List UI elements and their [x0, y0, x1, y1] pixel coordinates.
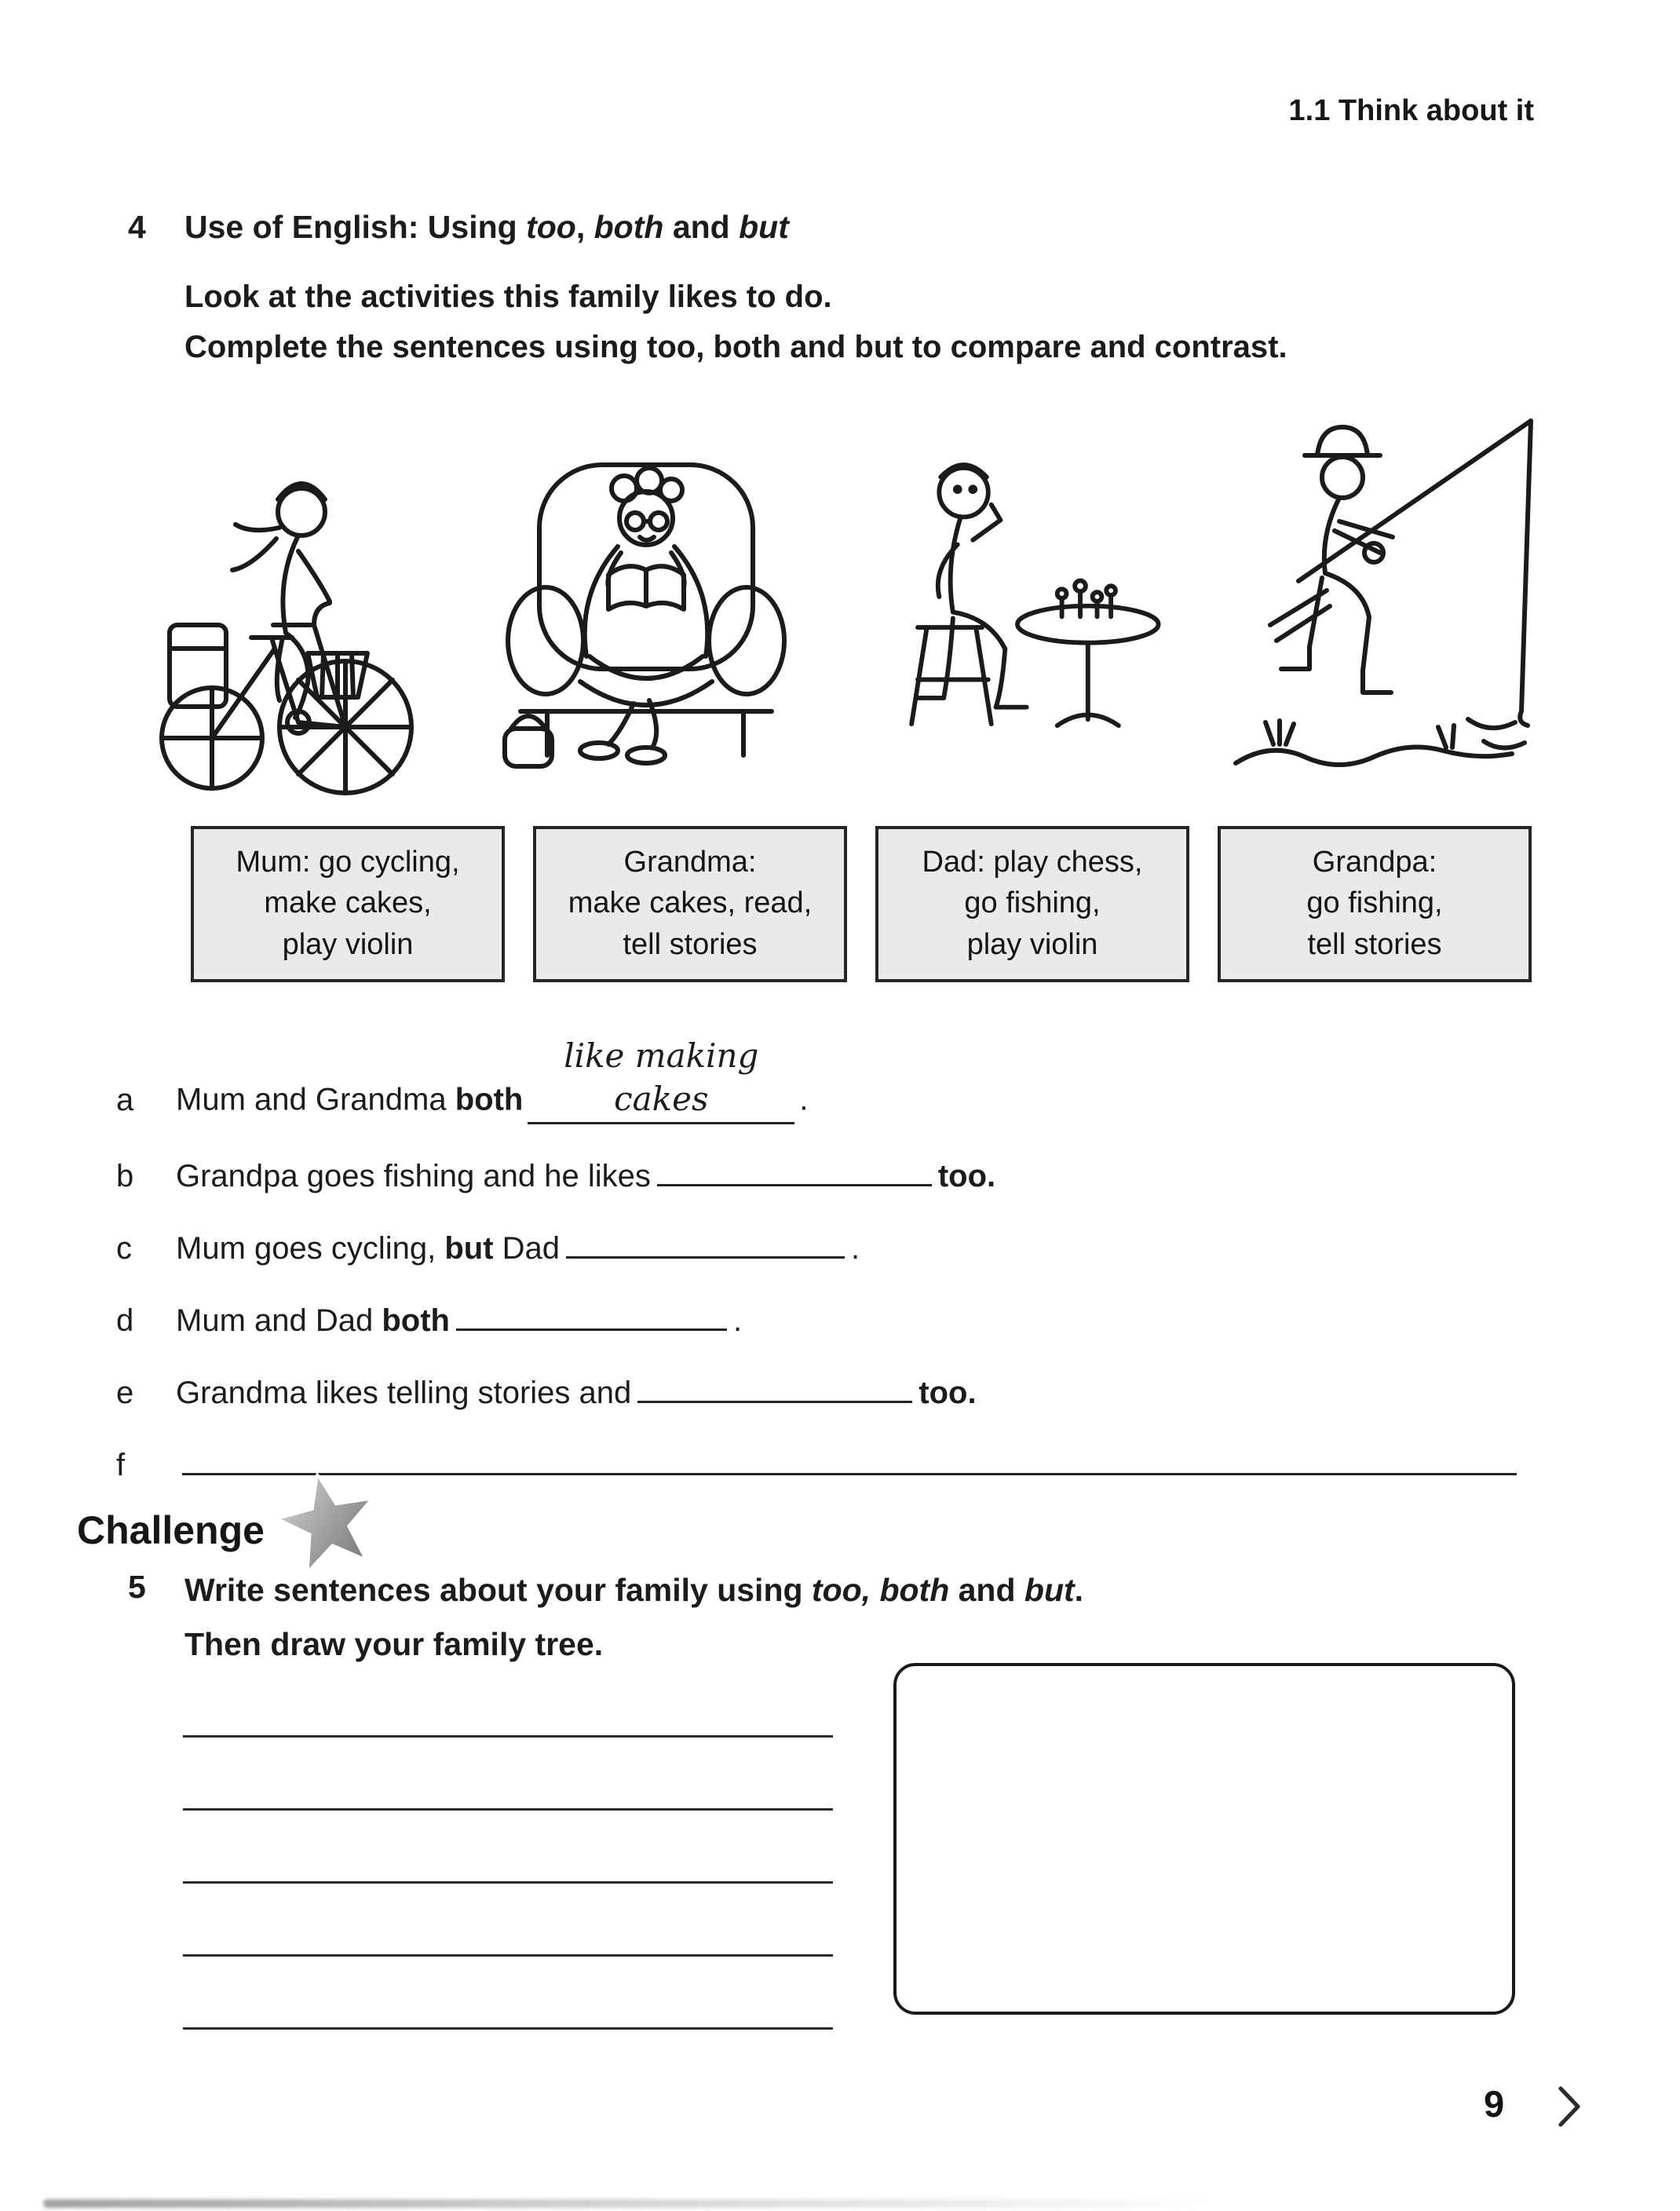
writing-line: [183, 1954, 833, 1957]
text-segment: Write sentences about your family using: [184, 1572, 812, 1608]
card-line: tell stories: [623, 927, 758, 961]
card-line: play violin: [282, 927, 414, 961]
scan-artifact: [43, 2199, 1221, 2208]
card-line: go fishing,: [1306, 886, 1443, 920]
challenge-heading: Challenge: [77, 1508, 265, 1552]
activity-card-grandpa: [1218, 826, 1532, 982]
activity-cards: [191, 826, 1532, 982]
text-segment: but: [444, 1231, 494, 1266]
writing-lines: [183, 1735, 833, 2100]
text-segment: Complete the sentences using: [184, 330, 648, 364]
text-segment: too.: [937, 1159, 996, 1194]
text-segment: but: [739, 209, 789, 245]
activity-card-grandma: [533, 826, 847, 982]
item-sentence: [176, 1156, 1561, 1197]
text-segment: too.: [919, 1376, 977, 1411]
text-segment: .: [799, 1082, 809, 1117]
exercise5-instructions: [184, 1569, 1083, 1678]
text-segment: both: [382, 1303, 450, 1339]
text-segment: Use of English: Using: [184, 209, 527, 245]
page-number: 9: [1484, 2083, 1505, 2125]
item-letter: f: [116, 1448, 126, 1483]
item-c: [116, 1228, 1561, 1269]
exercise5-heading: [128, 1569, 1083, 1678]
card-line: go fishing,: [964, 886, 1101, 920]
item-sentence: [176, 1300, 1561, 1341]
exercise5-number: 5: [128, 1569, 146, 1605]
blank-answer-line: [566, 1229, 845, 1259]
item-sentence: [176, 1372, 1561, 1413]
family-tree-drawing-box: [893, 1663, 1515, 2015]
text-segment: too, both: [811, 1572, 950, 1608]
family-illustrations: [157, 375, 1554, 806]
writing-line: [183, 1808, 833, 1811]
grandpa-fishing-illustration: [1217, 389, 1554, 806]
text-segment: both: [593, 209, 664, 245]
exercise4-title: [184, 209, 789, 246]
card-line: Grandpa:: [1312, 846, 1437, 879]
text-segment: too: [526, 209, 576, 245]
blank-answer-line: [637, 1373, 912, 1403]
text-segment: both: [455, 1082, 524, 1117]
text-segment: and: [663, 209, 740, 245]
item-letter: d: [116, 1303, 134, 1339]
grandma-reading-illustration: [477, 389, 814, 806]
card-line: Dad: play chess,: [922, 846, 1143, 879]
exercise4-number: 4: [128, 209, 146, 245]
item-d: [116, 1300, 1561, 1341]
blank-answer-line: [657, 1157, 932, 1186]
card-line: make cakes,: [264, 886, 432, 920]
text-segment: and: [949, 1572, 1024, 1608]
text-segment: ,: [575, 209, 594, 245]
text-segment: to compare and contrast.: [903, 330, 1287, 364]
text-segment: .: [1074, 1572, 1084, 1608]
exercise5-instruction-1: [184, 1569, 1083, 1612]
card-line: play violin: [966, 927, 1098, 961]
item-sentence: [176, 1035, 1561, 1124]
text-segment: .: [851, 1231, 860, 1266]
activity-card-dad: [875, 826, 1189, 982]
item-letter: b: [116, 1159, 134, 1194]
exercise4-instruction-2: [184, 330, 1287, 365]
exercise4-heading: [128, 209, 789, 246]
item-sentence: [176, 1445, 1561, 1486]
unit-header: 1.1 Think about it: [1288, 94, 1534, 127]
writing-line: [183, 2027, 833, 2030]
exercise5-instruction-2: Then draw your family tree.: [184, 1626, 604, 1663]
text-segment: and: [781, 330, 855, 364]
text-segment: Mum and Dad: [176, 1303, 382, 1339]
text-segment: Mum goes cycling,: [176, 1231, 445, 1266]
text-segment: too, both: [647, 330, 782, 364]
text-segment: .: [732, 1303, 743, 1339]
handwritten-answer: like making cakes: [528, 1035, 794, 1124]
item-e: [116, 1372, 1561, 1413]
dad-chess-illustration: [850, 389, 1180, 806]
item-b: [116, 1156, 1561, 1197]
text-segment: Dad: [493, 1231, 561, 1266]
text-segment: but: [854, 330, 904, 364]
text-segment: Mum and Grandma: [176, 1082, 455, 1117]
item-sentence: [176, 1228, 1561, 1269]
text-segment: but: [1024, 1572, 1075, 1608]
writing-line: [183, 1881, 833, 1884]
item-letter: e: [116, 1376, 134, 1411]
card-line: make cakes, read,: [568, 886, 813, 920]
card-line: Mum: go cycling,: [236, 846, 460, 879]
blank-answer-line: [182, 1445, 1517, 1475]
text-segment: Grandma likes telling stories and: [176, 1376, 632, 1411]
writing-line: [183, 1735, 833, 1738]
card-line: Grandma:: [623, 846, 757, 879]
text-segment: Grandpa goes fishing and he likes: [176, 1159, 651, 1194]
exercise4-items: [116, 1035, 1561, 1517]
activity-card-mum: [191, 826, 505, 982]
blank-answer-line: [456, 1301, 727, 1331]
page-forward-chevron-icon: [1548, 2082, 1591, 2135]
mum-cycling-illustration: [157, 389, 440, 806]
exercise4-instruction-1: Look at the activities this family likes to do.: [184, 280, 832, 314]
card-line: tell stories: [1307, 927, 1442, 961]
item-letter: c: [116, 1231, 132, 1266]
item-letter: a: [116, 1082, 134, 1117]
item-a: [116, 1035, 1561, 1124]
challenge-star-icon: [272, 1467, 382, 1581]
